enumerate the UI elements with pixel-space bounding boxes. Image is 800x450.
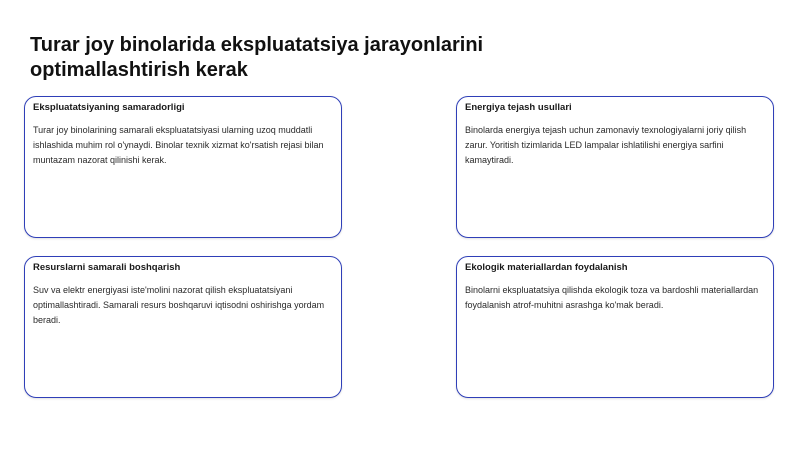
card-energiya-tejash bbox=[456, 96, 774, 238]
card-body: Binolarda energiya tejash uchun zamonaviy texnologiyalarni joriy qilish zarur. Yoritish tizimlarida LED lampalar ishlatilishi energiya sarfini kamaytiradi. bbox=[465, 125, 747, 165]
card-ekologik-materiallar bbox=[456, 256, 774, 398]
card-body: Turar joy binolarining samarali ekspluatatsiyasi ularning uzoq muddatli ishlashida muhim rol o'ynaydi. Binolar texnik xizmat ko'rsatish rejasi bilan muntazam nazorat qilinishi kerak. bbox=[33, 125, 324, 165]
card-resurslar-boshqarish bbox=[24, 256, 342, 398]
card-title: Energiya tejash usullari bbox=[465, 102, 572, 113]
card-body: Suv va elektr energiyasi iste'molini nazorat qilish ekspluatatsiyani optimallashtiradi. Samarali resurs boshqaruvi iqtisodni oshirishga yordam beradi. bbox=[33, 285, 325, 325]
card-title: Ekspluatatsiyaning samaradorligi bbox=[33, 102, 185, 113]
card-title: Ekologik materiallardan foydalanish bbox=[465, 262, 628, 273]
card-title: Resurslarni samarali boshqarish bbox=[33, 262, 181, 273]
card-body: Binolarni ekspluatatsiya qilishda ekologik toza va bardoshli materiallardan foydalanish atrof-muhitni asrashga ko'mak beradi. bbox=[465, 285, 759, 310]
slide-title: Turar joy binolarida ekspluatatsiya jarayonlarini optimallashtirish kerak bbox=[30, 34, 484, 81]
card-ekspluatatsiya-samaradorligi bbox=[24, 96, 342, 238]
